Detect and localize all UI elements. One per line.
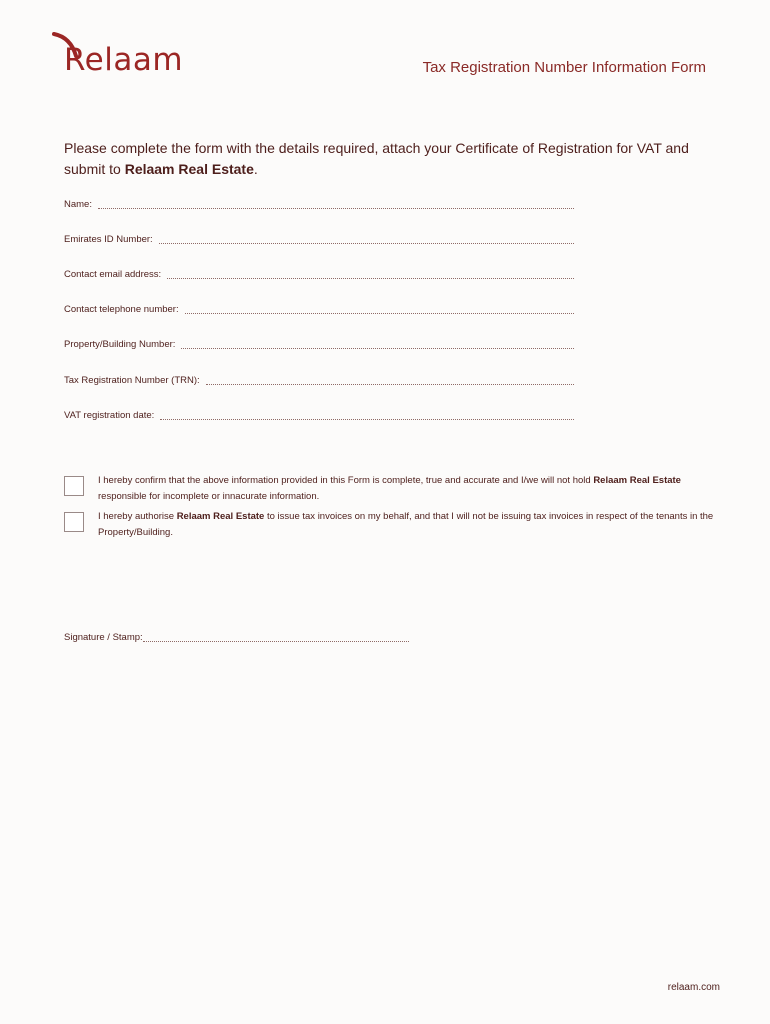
field-label: Emirates ID Number:: [64, 234, 153, 245]
authorisation-company: Relaam Real Estate: [176, 511, 265, 522]
field-trn: [64, 375, 574, 386]
logo-text: Relaam: [64, 42, 184, 78]
vat-date-input[interactable]: [160, 411, 574, 420]
field-telephone: [64, 304, 574, 315]
authorise-invoices-checkbox[interactable]: [64, 512, 84, 532]
field-label: Tax Registration Number (TRN):: [64, 375, 200, 386]
footer-website[interactable]: relaam.com: [667, 982, 720, 993]
form-title: Tax Registration Number Information Form: [422, 59, 706, 76]
telephone-input[interactable]: [185, 305, 574, 314]
confirmation-text-part: I hereby confirm that the above information provided in this Form is complete, true and accurate and I/we will not hold: [98, 475, 594, 486]
authorisation-text-part: to issue tax invoices on my behalf, and that I will not be issuing tax invoices in respect of the tenants in the Property/Building.: [98, 511, 714, 538]
field-label: VAT registration date:: [64, 410, 155, 421]
field-property: [64, 339, 574, 350]
confirmation-row: [64, 476, 714, 505]
field-vat-date: [64, 410, 574, 421]
email-input[interactable]: [167, 270, 574, 279]
intro-paragraph: [64, 138, 714, 180]
authorisation-text-part: I hereby authorise: [98, 511, 177, 522]
confirmation-company: Relaam Real Estate: [593, 475, 681, 486]
intro-end: .: [253, 161, 258, 177]
field-name: [64, 199, 574, 210]
field-label: Name:: [64, 199, 92, 210]
field-email: [64, 269, 574, 280]
field-label: Contact email address:: [64, 269, 162, 280]
field-label: Property/Building Number:: [64, 339, 176, 350]
signature-field: [64, 632, 409, 643]
authorisation-row: [64, 512, 714, 541]
authorisation-text: [98, 509, 714, 541]
signature-input[interactable]: [143, 633, 409, 642]
field-label: Contact telephone number:: [64, 304, 179, 315]
signature-label: Signature / Stamp:: [64, 632, 143, 643]
intro-company: Relaam Real Estate: [124, 161, 254, 177]
confirm-accuracy-checkbox[interactable]: [64, 476, 84, 496]
confirmation-text: [98, 473, 714, 505]
trn-input[interactable]: [206, 376, 574, 385]
field-emirates-id: [64, 234, 574, 245]
confirmation-text-part: responsible for incomplete or innacurate information.: [98, 491, 320, 502]
name-input[interactable]: [98, 200, 574, 209]
intro-text: Please complete the form with the details required, attach your Certificate of Registration for VAT and submit to: [64, 140, 689, 177]
emirates-id-input[interactable]: [159, 235, 574, 244]
property-input[interactable]: [181, 340, 574, 349]
